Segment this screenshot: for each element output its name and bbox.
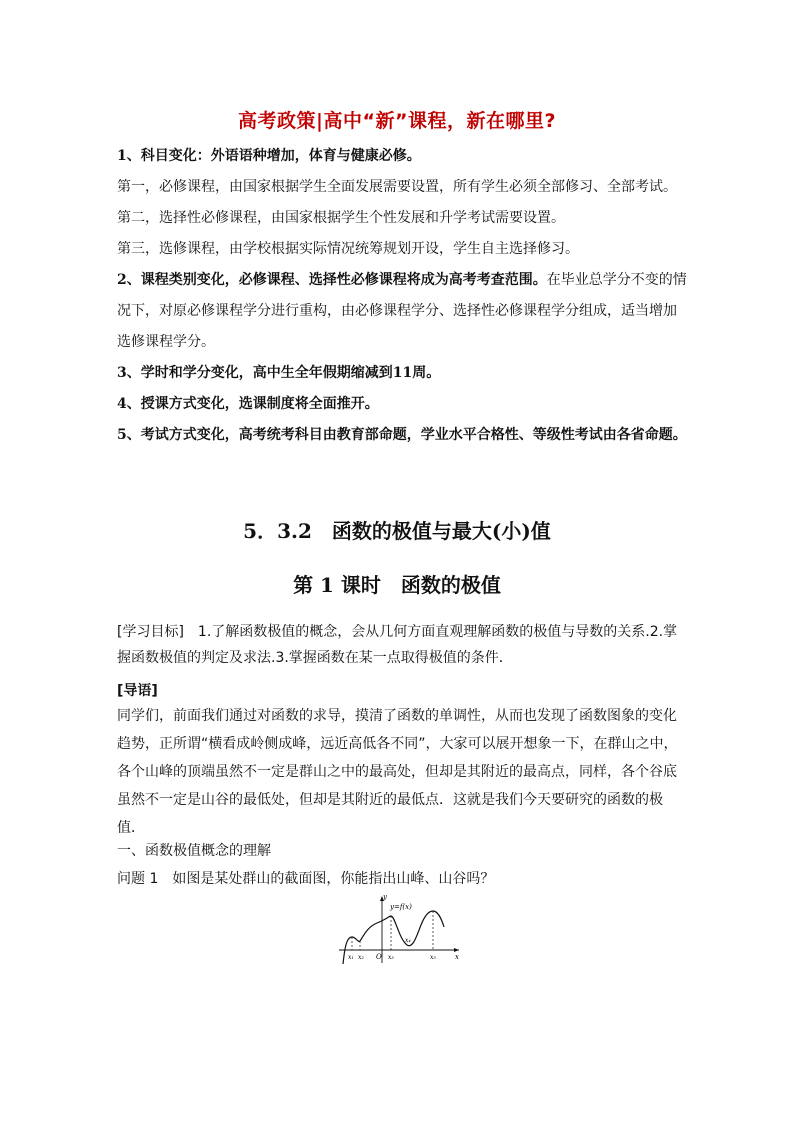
intro-label: [导语] <box>117 683 158 699</box>
x2-label: x₂ <box>358 954 364 961</box>
question-label: 问题 1 <box>117 871 159 887</box>
function-graph <box>337 893 462 965</box>
learning-goals <box>117 619 687 671</box>
learning-goals-text: 1.了解函数极值的概念，会从几何方面直观理解函数的极值与导数的关系.2.掌握函数极值的判定及求法.3.掌握函数在某一点取得极值的条件． <box>117 624 678 666</box>
y-axis-label: y <box>383 893 387 901</box>
x1-label: x₁ <box>348 954 354 961</box>
subsection-heading: 一、函数极值概念的理解 <box>117 843 271 859</box>
learning-goals-label: [学习目标] <box>117 624 184 640</box>
origin-label: O <box>376 953 382 961</box>
policy-item-2-body: 在毕业总学分不变的情况下，对原必修课程学分进行重构，由必修课程学分、选择性必修课程学分组成，适当增加选修课程学分。 <box>117 272 687 350</box>
policy-item-3: 3、学时和学分变化，高中生全年假期缩减到11周。 <box>117 365 441 381</box>
function-graph-figure <box>337 893 462 965</box>
policy-item-4: 4、授课方式变化，选课制度将全面推开。 <box>117 396 379 412</box>
intro-text: 同学们，前面我们通过对函数的求导，摸清了函数的单调性，从而也发现了函数图象的变化趋势，正所谓“横看成岭侧成峰，远近高低各不同”，大家可以展开想象一下，在群山之中，各个山峰的顶端虽然不一定是群山之中的最高处，但却是其附近的最高点，同样，各个谷底虽然不一定是山谷的最低处，但却是其附近的最低点．这就是我们今天要研究的函数的极值． <box>117 708 678 836</box>
policy-item-third: 第三，选修课程，由学校根据实际情况统筹规划开设，学生自主选择修习。 <box>117 241 579 257</box>
question-1 <box>117 866 687 892</box>
article-title: 高考政策|高中“新”课程，新在哪里? <box>238 110 556 132</box>
policy-item-2 <box>117 265 687 358</box>
policy-item-second: 第二，选择性必修课程，由国家根据学生个性发展和升学考试需要设置。 <box>117 210 565 226</box>
function-label: y=f(x) <box>390 903 412 911</box>
x3-label: x₃ <box>388 954 394 961</box>
lesson-title: 第 1 课时 函数的极值 <box>293 573 501 597</box>
x-axis-label: x <box>455 953 459 961</box>
policy-item-2-heading: 2、课程类别变化，必修课程、选择性必修课程将成为高考考查范围。 <box>117 272 547 288</box>
policy-item-5: 5、考试方式变化，高考统考科目由教育部命题，学业水平合格性、等级性考试由各省命题。 <box>117 427 687 443</box>
question-text: 如图是某处群山的截面图，你能指出山峰、山谷吗？ <box>158 871 495 887</box>
policy-item-first: 第一，必修课程，由国家根据学生全面发展需要设置，所有学生必须全部修习、全部考试。 <box>117 179 677 195</box>
x5-label: x₅ <box>430 954 436 961</box>
x4-label: x₄ <box>405 937 411 944</box>
section-title: 5．3.2 函数的极值与最大(小)值 <box>243 519 551 543</box>
policy-item-1: 1、科目变化：外语语种增加，体育与健康必修。 <box>117 148 421 164</box>
x-axis-arrow <box>454 948 459 952</box>
